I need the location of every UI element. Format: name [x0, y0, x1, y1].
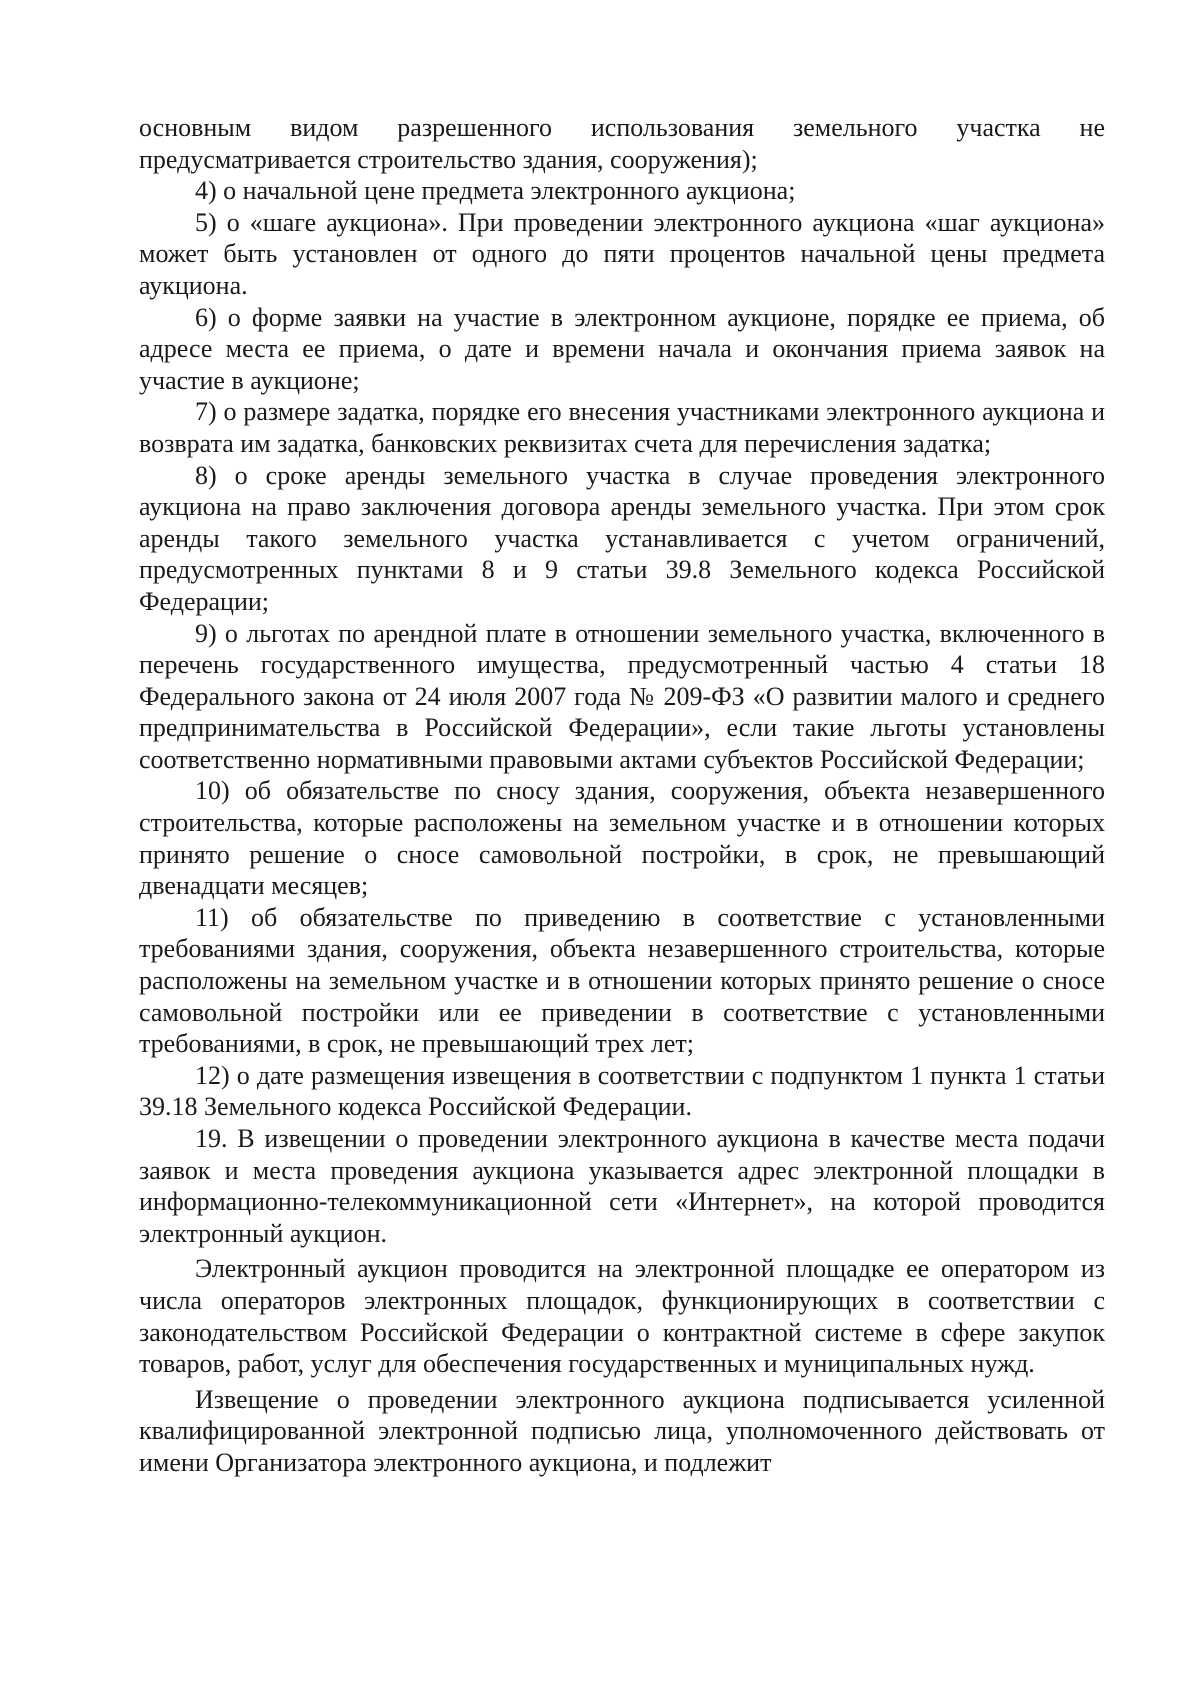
paragraph-continuation: основным видом разрешенного использования земельного участка не предусматривается строительство здания, сооружения); — [139, 113, 1105, 174]
paragraph-item-12: 12) о дате размещения извещения в соответствии с подпунктом 1 пункта 1 статьи 39.18 Земельного кодекса Российской Федерации. — [139, 1060, 1105, 1122]
paragraph-section-19: 19. В извещении о проведении электронного аукциона в качестве места подачи заявок и места проведения аукциона указывается адрес электронной площадки в информационно-телекоммуникационной сети «Интернет», на которой проводится электронный аукцион. — [139, 1124, 1105, 1248]
paragraph-item-5: 5) о «шаге аукциона». При проведении электронного аукциона «шаг аукциона» может быть установлен от одного до пяти процентов начальной цены предмета аукциона. — [139, 207, 1105, 300]
document-body — [139, 112, 1105, 1479]
paragraph-item-10: 10) об обязательстве по сносу здания, сооружения, объекта незавершенного строительства, которые расположены на земельном участке и в отношении которых принято решение о сносе самовольной постройки, в срок, не превышающий двенадцати месяцев; — [139, 776, 1105, 901]
paragraph-item-11: 11) об обязательстве по приведению в соответствие с установленными требованиями здания, сооружения, объекта незавершенного строительства, которые расположены на земельном участке и в отношении которых принято решение о сносе самовольной постройки или ее приведении в соответствие с установленными требованиями, в срок, не превышающий трех лет; — [139, 902, 1105, 1059]
paragraph-item-9: 9) о льготах по арендной плате в отношении земельного участка, включенного в перечень государственного имущества, предусмотренный частью 4 статьи 18 Федерального закона от 24 июля 2007 года № 209-ФЗ «О развитии малого и среднего предпринимательства в Российской Федерации», если такие льготы установлены соответственно нормативными правовыми актами субъектов Российской Федерации; — [139, 618, 1105, 774]
paragraph-item-7: 7) о размере задатка, порядке его внесения участниками электронного аукциона и возврата им задатка, банковских реквизитах счета для перечисления задатка; — [139, 397, 1105, 458]
paragraph-item-8: 8) о сроке аренды земельного участка в случае проведения электронного аукциона на право заключения договора аренды земельного участка. При этом срок аренды такого земельного участка устанавливается с учетом ограничений, предусмотренных пунктами 8 и 9 статьи 39.8 Земельного кодекса Российской Федерации; — [139, 460, 1105, 616]
paragraph-notice-signature: Извещение о проведении электронного аукциона подписывается усиленной квалифицированной электронной подписью лица, уполномоченного действовать от имени Организатора электронного аукциона, и подлежит — [139, 1384, 1105, 1477]
paragraph-item-4: 4) о начальной цене предмета электронного аукциона; — [195, 176, 796, 206]
paragraph-auction-operator: Электронный аукцион проводится на электронной площадке ее оператором из числа операторов электронных площадок, функционирующих в соответствии с законодательством Российской Федерации о контрактной системе в сфере закупок товаров, работ, услуг для обеспечения государственных и муниципальных нужд. — [139, 1254, 1105, 1379]
paragraph-item-6: 6) о форме заявки на участие в электронном аукционе, порядке ее приема, об адресе места ее приема, о дате и времени начала и окончания приема заявок на участие в аукционе; — [139, 302, 1105, 395]
